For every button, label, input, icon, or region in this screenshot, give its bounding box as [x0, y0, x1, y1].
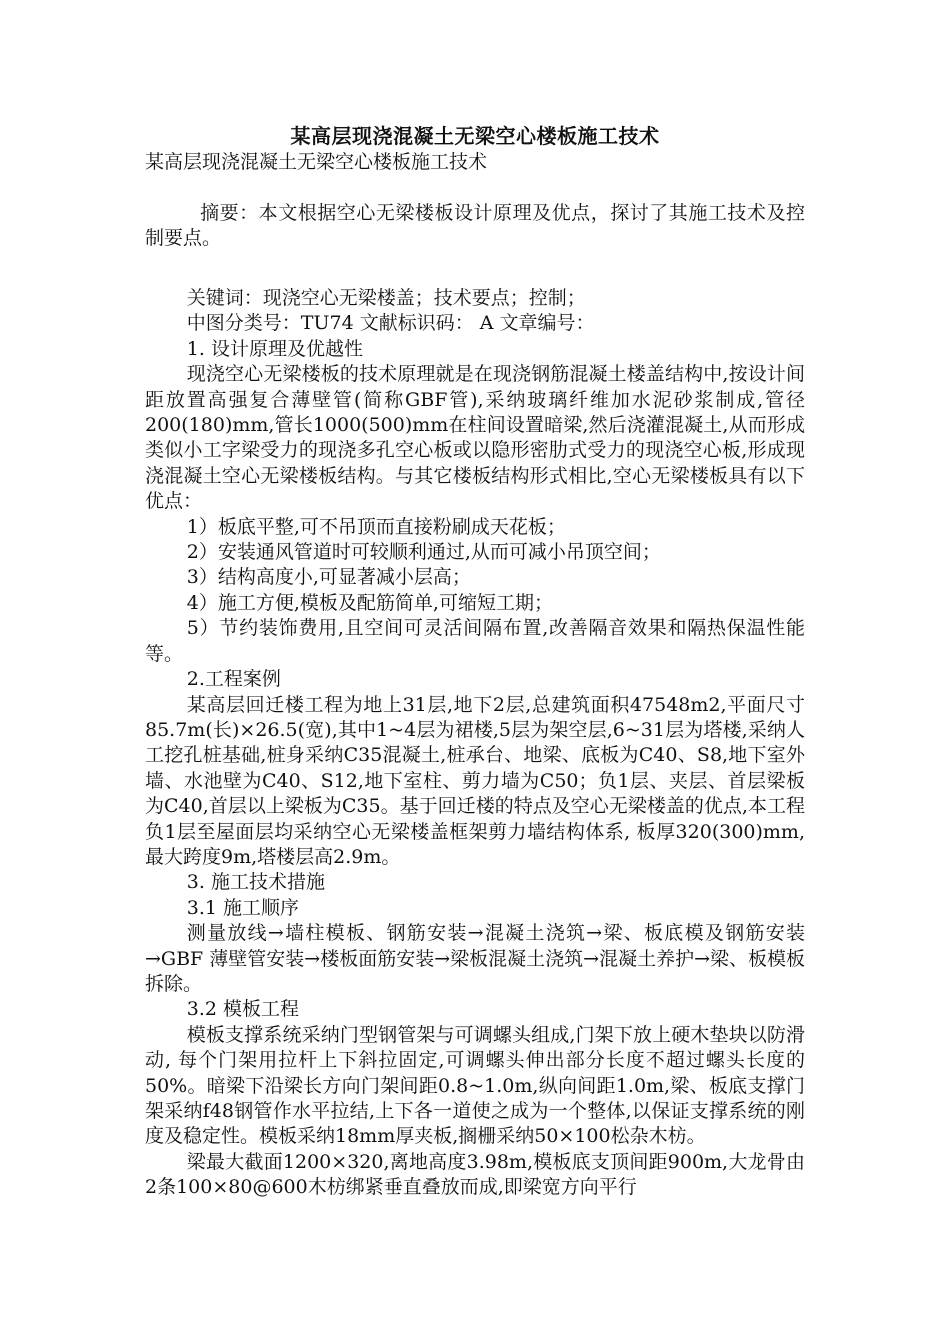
body-paragraph: 现浇空心无梁楼板的技术原理就是在现浇钢筋混凝土楼盖结构中,按设计间距放置高强复合薄壁管(简称GBF管),采纳玻璃纤维加水泥砂浆制成,管径200(180)mm,管长1000(500)mm在柱间设置暗梁,然后浇灌混凝土,从而形成类似小工字梁受力的现浇多孔空心板或以隐形密肋式受力的现浇空心板,形成现浇混凝土空心无梁楼板结构。与其它楼板结构形式相比,空心无梁楼板具有以下优点： — [145, 363, 805, 513]
list-item: 4）施工方便,模板及配筋简单,可缩短工期； — [186, 591, 553, 614]
body-paragraph: 测量放线→墙柱模板、钢筋安装→混凝土浇筑→梁、板底模及钢筋安装→GBF 薄壁管安装→楼板面筋安装→梁板混凝土浇筑→混凝土养护→梁、板模板拆除。 — [145, 922, 805, 995]
section-heading: 1. 设计原理及优越性 — [186, 337, 363, 360]
subsection-heading: 3.1 施工顺序 — [186, 896, 300, 919]
abstract-paragraph: 摘要：本文根据空心无梁楼板设计原理及优点，探讨了其施工技术及控制要点。 — [145, 201, 805, 250]
subsection-heading: 3.2 模板工程 — [186, 998, 300, 1021]
document-subtitle: 某高层现浇混凝土无梁空心楼板施工技术 — [145, 151, 488, 173]
body-paragraph: 梁最大截面1200×320,离地高度3.98m,模板底支顶间距900m,大龙骨由2条100×80@600木枋绑紧垂直叠放而成,即梁宽方向平行 — [145, 1150, 805, 1199]
section-heading: 2.工程案例 — [186, 668, 281, 691]
keywords-line: 关键词：现浇空心无梁楼盖；技术要点；控制； — [186, 287, 586, 309]
list-item: 1）板底平整,可不吊顶而直接粉刷成天花板； — [186, 515, 566, 538]
classification-line: 中图分类号：TU74 文献标识码： A 文章编号： — [186, 312, 595, 335]
list-item: 2）安装通风管道时可较顺利通过,从而可减小吊顶空间； — [186, 541, 661, 564]
body-paragraph: 模板支撑系统采纳门型钢管架与可调螺头组成,门架下放上硬木垫块以防滑动, 每个门架用拉杆上下斜拉固定,可调螺头伸出部分长度不超过螺头长度的50%。暗梁下沿梁长方向门架间距0.8~1.0m,纵向间距1.0m,梁、板底支撑门架采纳f48钢管作水平拉结,上下各一道使之成为一个整体,以保证支撑系统的刚度及稳定性。模板采纳18mm厚夹板,搁栅采纳50×100松杂木枋。 — [145, 1023, 805, 1148]
blank-line — [145, 252, 805, 277]
document-title: 某高层现浇混凝土无梁空心楼板施工技术 — [290, 124, 660, 148]
blank-line — [145, 175, 805, 200]
body-paragraph: 某高层回迁楼工程为地上31层,地下2层,总建筑面积47548m2,平面尺寸85.7m(长)×26.5(宽),其中1~4层为裙楼,5层为架空层,6~31层为塔楼,采纳人工挖孔桩基础,桩身采纳C35混凝土,桩承台、地梁、底板为C40、S8,地下室外墙、水池壁为C40、S12,地下室柱、剪力墙为C50；负1层、夹层、首层梁板为C40,首层以上梁板为C35。基于回迁楼的特点及空心无梁楼盖的优点,本工程负1层至屋面层均采纳空心无梁楼盖框架剪力墙结构体系, 板厚320(300)mm,最大跨度9m,塔楼层高2.9m。 — [145, 693, 805, 868]
document-body — [145, 150, 805, 1201]
section-heading: 3. 施工技术措施 — [186, 871, 325, 894]
list-item: 3）结构高度小,可显著减小层高； — [186, 566, 471, 589]
list-item: 5）节约装饰费用,且空间可灵活间隔布置,改善隔音效果和隔热保温性能等。 — [145, 617, 805, 665]
